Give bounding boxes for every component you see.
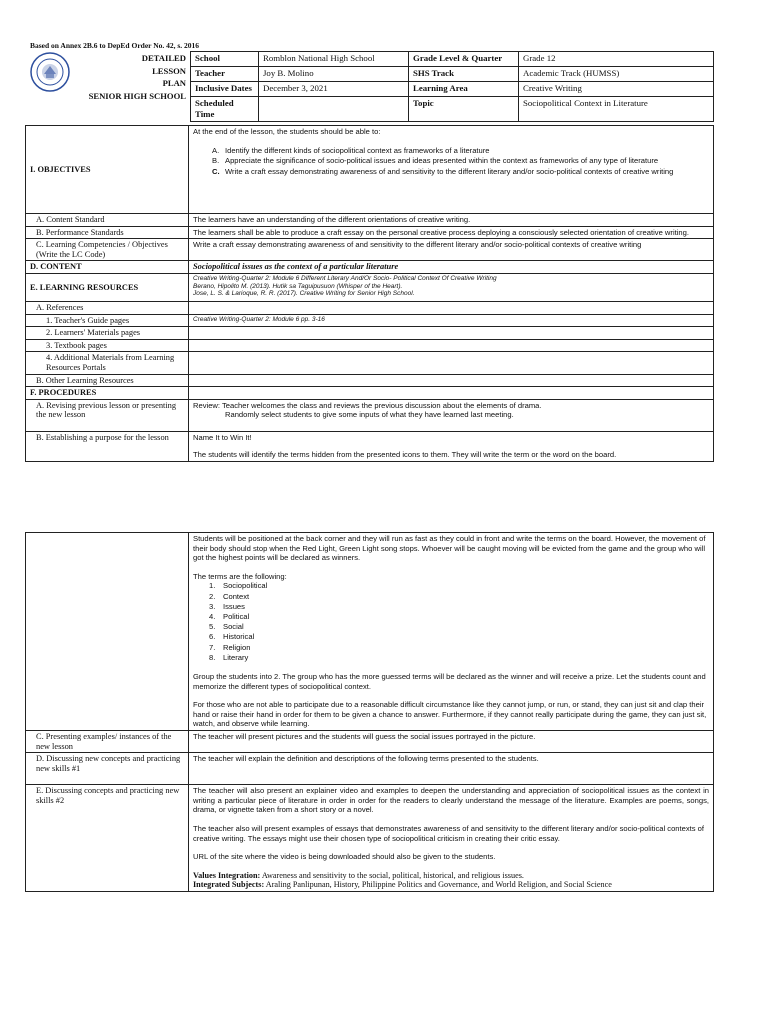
procedure-b-label: B. Establishing a purpose for the lesson bbox=[26, 431, 189, 461]
content-standard-text: The learners have an understanding of the different orientations of creative writing. bbox=[189, 214, 714, 227]
other-resources-value bbox=[189, 374, 714, 387]
school-label: School bbox=[191, 52, 259, 67]
textbook-pages-value bbox=[189, 339, 714, 352]
terms-list bbox=[193, 581, 709, 663]
procedures-label: F. PROCEDURES bbox=[26, 387, 189, 400]
values-integration: Values Integration: Awareness and sensitivity to the social, political, historical, and religious issues. bbox=[193, 870, 524, 880]
procedure-d-label: D. Discussing new concepts and practicing new skills #1 bbox=[26, 753, 189, 785]
lesson-plan-table-page2 bbox=[25, 532, 714, 892]
learners-materials-label: 2. Learners' Materials pages bbox=[26, 327, 189, 340]
procedure-e-cell bbox=[189, 785, 714, 892]
objective-item: C. Write a craft essay demonstrating awareness of and sensitivity to the different literary and/or socio-political contexts of creative writing bbox=[212, 166, 674, 176]
title-line-1: DETAILED bbox=[141, 53, 186, 63]
deped-seal-icon bbox=[30, 52, 70, 92]
e-text-1: The teacher will also present an explainer video and examples to deepen the understanding and appreciation of sociopolitical issues as the context in writing a particular piece of literature in order in order for the readers to clearly understand the message of the literature. Examples are poems, songs, drama, or vignette taken from a short story or a novel. bbox=[193, 786, 709, 815]
procedure-d-text: The teacher will explain the definition and descriptions of the following terms presented to the students. bbox=[189, 753, 714, 785]
title-line-4: SENIOR HIGH SCHOOL bbox=[88, 90, 186, 101]
participate-text: For those who are not able to participate due to a reasonable difficult circumstance like they cannot jump, or run, or stand, they can just sit and clap their hand or raise their hand in order for them to be given a chance to answer. Furthermore, if they cannot really participate during the game, they can just sit, watch, and observe while learning. bbox=[193, 700, 707, 729]
other-resources-label: B. Other Learning Resources bbox=[26, 374, 189, 387]
dates-label: Inclusive Dates bbox=[191, 82, 259, 97]
teachers-guide-label: 1. Teacher's Guide pages bbox=[26, 314, 189, 327]
competencies-label: C. Learning Competencies / Objectives (Write the LC Code) bbox=[26, 239, 189, 261]
title-line-2: LESSON bbox=[152, 65, 186, 76]
teacher-value: Joy B. Molino bbox=[259, 67, 409, 82]
learners-materials-value bbox=[189, 327, 714, 340]
content-standard-label: A. Content Standard bbox=[26, 214, 189, 227]
objectives-list bbox=[193, 146, 709, 177]
time-value bbox=[259, 97, 409, 122]
procedure-b-text: Name It to Win It! The students will identify the terms hidden from the presented icons to them. They will write the term or the word on the board. bbox=[189, 431, 714, 461]
e-text-2: The teacher also will present examples of essays that demonstrates awareness of and sensitivity to the different literary and/or socio-political contexts of creative writing. The essays might use their chosen type of sociopolitical criticism in creating their critic essay. bbox=[193, 823, 705, 843]
topic-value: Sociopolitical Context in Literature bbox=[519, 97, 714, 122]
area-label: Learning Area bbox=[409, 82, 519, 97]
term-item: 7. Religion bbox=[209, 642, 251, 652]
objective-item: A. Identify the different kinds of sociopolitical context as frameworks of a literature bbox=[212, 145, 490, 155]
additional-materials-label: 4. Additional Materials from Learning Resources Portals bbox=[26, 352, 189, 374]
terms-intro: The terms are the following: bbox=[193, 571, 287, 581]
references-label: A. References bbox=[26, 301, 189, 314]
procedure-e-label: E. Discussing concepts and practicing new skills #2 bbox=[26, 785, 189, 892]
track-label: SHS Track bbox=[409, 67, 519, 82]
teachers-guide-value: Creative Writing-Quarter 2: Module 6 pp. 3-16 bbox=[189, 314, 714, 327]
term-item: 2. Context bbox=[209, 591, 250, 601]
objective-item: B. Appreciate the significance of socio-political issues and ideas presented within the context as frameworks of any type of literature bbox=[212, 156, 659, 166]
group-text: Group the students into 2. The group who has the more guessed terms will be declared as the winner and will receive a prize. Let the students count and memorize the different types of sociopolitical context. bbox=[193, 672, 706, 691]
school-value: Romblon National High School bbox=[259, 52, 409, 67]
content-label: D. CONTENT bbox=[26, 261, 189, 274]
game-text: Students will be positioned at the back corner and they will run as fast as they could in front and write the terms on the board. However, the movement of their body should stop when the Red Light, Green Light song stops. Whoever will be caught moving will be evicted from the game and the group who will got the highest points will be declared as winners. bbox=[193, 534, 706, 563]
term-item: 3. Issues bbox=[209, 601, 245, 611]
performance-standards-text: The learners shall be able to produce a craft essay on the personal creative process deploying a consciously selected orientation of creative writing. bbox=[189, 226, 714, 239]
objectives-label: I. OBJECTIVES bbox=[26, 126, 189, 214]
procedure-a-label: A. Revising previous lesson or presenting the new lesson bbox=[26, 399, 189, 431]
performance-standards-label: B. Performance Standards bbox=[26, 226, 189, 239]
integrated-subjects: Integrated Subjects: Araling Panlipunan, History, Philippine Politics and Governance, and World Religion, and Social Science bbox=[193, 880, 612, 890]
grade-value: Grade 12 bbox=[519, 52, 714, 67]
area-value: Creative Writing bbox=[519, 82, 714, 97]
time-label: Scheduled Time bbox=[191, 97, 259, 122]
grade-label: Grade Level & Quarter bbox=[409, 52, 519, 67]
continuation-label bbox=[26, 533, 189, 731]
competencies-text: Write a craft essay demonstrating awareness of and sensitivity to the different literary and/or socio-political contexts of creative writing bbox=[189, 239, 714, 261]
procedure-c-label: C. Presenting examples/ instances of the new lesson bbox=[26, 730, 189, 752]
term-item: 4. Political bbox=[209, 611, 250, 621]
procedures-value bbox=[189, 387, 714, 400]
track-value: Academic Track (HUMSS) bbox=[519, 67, 714, 82]
title-line-3: PLAN bbox=[162, 78, 186, 89]
term-item: 5. Social bbox=[209, 622, 244, 632]
resources-label: E. LEARNING RESOURCES bbox=[26, 273, 189, 301]
continuation-cell bbox=[189, 533, 714, 731]
objectives-cell bbox=[189, 126, 714, 214]
lesson-plan-table-page1 bbox=[25, 125, 714, 462]
additional-materials-value bbox=[189, 352, 714, 374]
textbook-pages-label: 3. Textbook pages bbox=[26, 339, 189, 352]
resources-text: Creative Writing-Quarter 2: Module 6 Different Literary And/Or Socio- Political Context Of Creative Writing Berano, Hipolito M. (2013). Hutik sa Taguipusuon (Whisper of the Heart). Jose, L. S. & Larioque, R. R. (2017). Creative Writing for Senior High School. bbox=[189, 273, 714, 301]
teacher-label: Teacher bbox=[191, 67, 259, 82]
references-value bbox=[189, 301, 714, 314]
dates-value: December 3, 2021 bbox=[259, 82, 409, 97]
term-item: 6. Historical bbox=[209, 632, 255, 642]
objectives-intro: At the end of the lesson, the students should be able to: bbox=[193, 127, 381, 136]
term-item: 1. Sociopolitical bbox=[209, 581, 268, 591]
content-text: Sociopolitical issues as the context of a particular literature bbox=[189, 261, 714, 274]
term-item: 8. Literary bbox=[209, 652, 249, 662]
procedure-c-text: The teacher will present pictures and the students will guess the social issues portrayed in the picture. bbox=[189, 730, 714, 752]
header-table bbox=[190, 51, 714, 122]
procedure-a-text: Review: Teacher welcomes the class and reviews the previous discussion about the elements of drama. Randomly select students to give some inputs of what they have learned last meeting. bbox=[189, 399, 714, 431]
dlp-title bbox=[76, 52, 186, 102]
annex-reference: Based on Annex 2B.6 to DepEd Order No. 42, s. 2016 bbox=[30, 41, 200, 50]
e-text-3: URL of the site where the video is being downloaded should also be given to the students. bbox=[193, 852, 496, 862]
topic-label: Topic bbox=[409, 97, 519, 122]
